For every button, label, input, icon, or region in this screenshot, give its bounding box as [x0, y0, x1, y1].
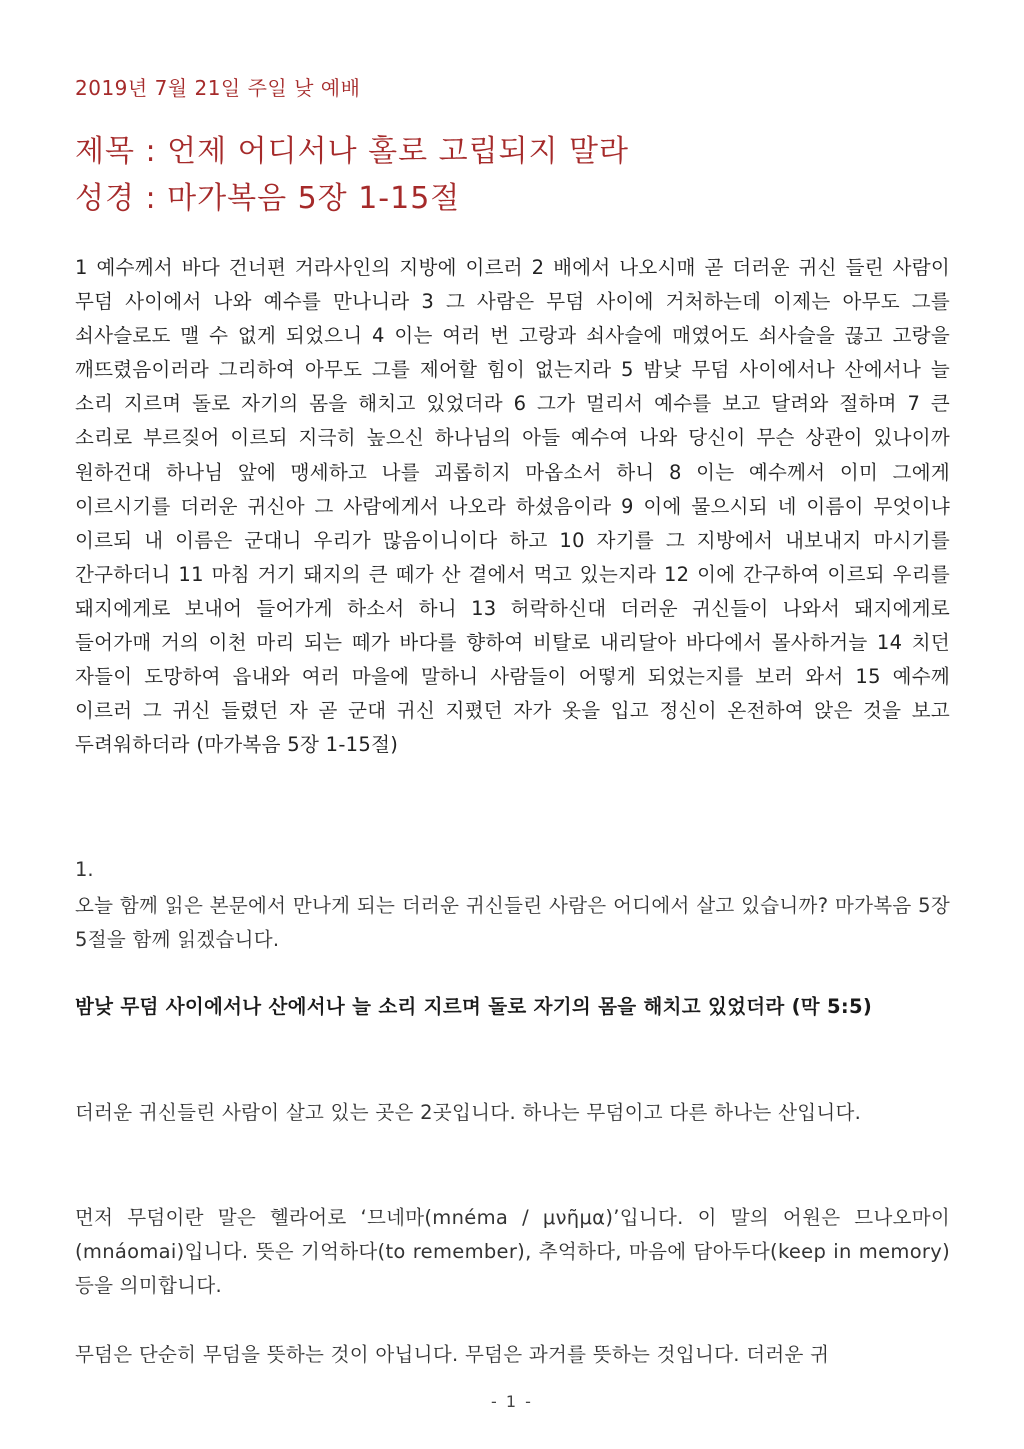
sermon-heading — [75, 128, 955, 222]
verse-quote: 밤낮 무덤 사이에서나 산에서나 늘 소리 지르며 돌로 자기의 몸을 해치고 있었더라 (막 5:5) — [75, 995, 873, 1018]
page-number: - 1 - — [491, 1392, 533, 1411]
body-paragraph-4: 무덤은 단순히 무덤을 뜻하는 것이 아닙니다. 무덤은 과거를 뜻하는 것입니다. 더러운 귀 — [75, 1343, 830, 1366]
section-number: 1. — [75, 858, 94, 881]
scripture-text: 1 예수께서 바다 건너편 거라사인의 지방에 이르러 2 배에서 나오시매 곧 더러운 귀신 들린 사람이 무덤 사이에서 나와 예수를 만나니라 3 그 사람은 무덤 사이에 거처하는데 이제는 아무도 그를 쇠사슬로도 맬 수 없게 되었으니 4 이는 여러 번 고랑과 쇠사슬에 매였어도 쇠사슬을 끊고 고랑을 깨뜨렸음이러라 그리하여 아무도 그를 제어할 힘이 없는지라 5 밤낮 무덤 사이에서나 산에서나 늘 소리 지르며 돌로 자기의 몸을 해치고 있었더라 6 그가 멀리서 예수를 보고 달려와 절하며 7 큰 소리로 부르짖어 이르되 지극히 높으신 하나님의 아들 예수여 나와 당신이 무슨 상관이 있나이까 원하건대 하나님 앞에 맹세하고 나를 괴롭히지 마옵소서 하니 8 이는 예수께서 이미 그에게 이르시기를 더러운 귀신아 그 사람에게서 나오라 하셨음이라 9 이에 물으시되 네 이름이 무엇이냐 이르되 내 이름은 군대니 우리가 많음이니이다 하고 10 자기를 그 지방에서 내보내지 마시기를 간구하더니 11 마침 거기 돼지의 큰 떼가 산 곁에서 먹고 있는지라 12 이에 간구하여 이르되 우리를 돼지에게로 보내어 들어가게 하소서 하니 13 허락하신대 더러운 귀신들이 나와서 돼지에게로 들어가매 거의 이천 마리 되는 떼가 바다를 향하여 비탈로 내리달아 바다에서 몰사하거늘 14 치던 자들이 도망하여 읍내와 여러 마을에 말하니 사람들이 어떻게 되었는지를 보러 와서 15 예수께 이르러 그 귀신 들렸던 자 곧 군대 귀신 지폈던 자가 옷을 입고 정신이 온전하여 앉은 것을 보고 두려워하더라 (마가복음 5장 1-15절) — [75, 256, 950, 757]
body-paragraph-2: 더러운 귀신들린 사람이 살고 있는 곳은 2곳입니다. 하나는 무덤이고 다른 하나는 산입니다. — [75, 1101, 862, 1124]
sermon-title: 제목 : 언제 어디서나 홀로 고립되지 말라 — [75, 134, 630, 169]
body-paragraph-1: 오늘 함께 읽은 본문에서 만나게 되는 더러운 귀신들린 사람은 어디에서 살고 있습니까? 마가복음 5장 5절을 함께 읽겠습니다. — [75, 894, 950, 951]
service-date: 2019년 7월 21일 주일 낮 예배 — [75, 76, 361, 100]
body-paragraph-3: 먼저 무덤이란 말은 헬라어로 ‘므네마(mnéma / μνῆμα)’입니다. 이 말의 어원은 므나오마이(mnáomai)입니다. 뜻은 기억하다(to remember), 추억하다, 마음에 담아두다(keep in memory) 등을 의미합니다. — [75, 1206, 950, 1297]
scripture-reference: 성경 : 마가복음 5장 1-15절 — [75, 181, 461, 216]
